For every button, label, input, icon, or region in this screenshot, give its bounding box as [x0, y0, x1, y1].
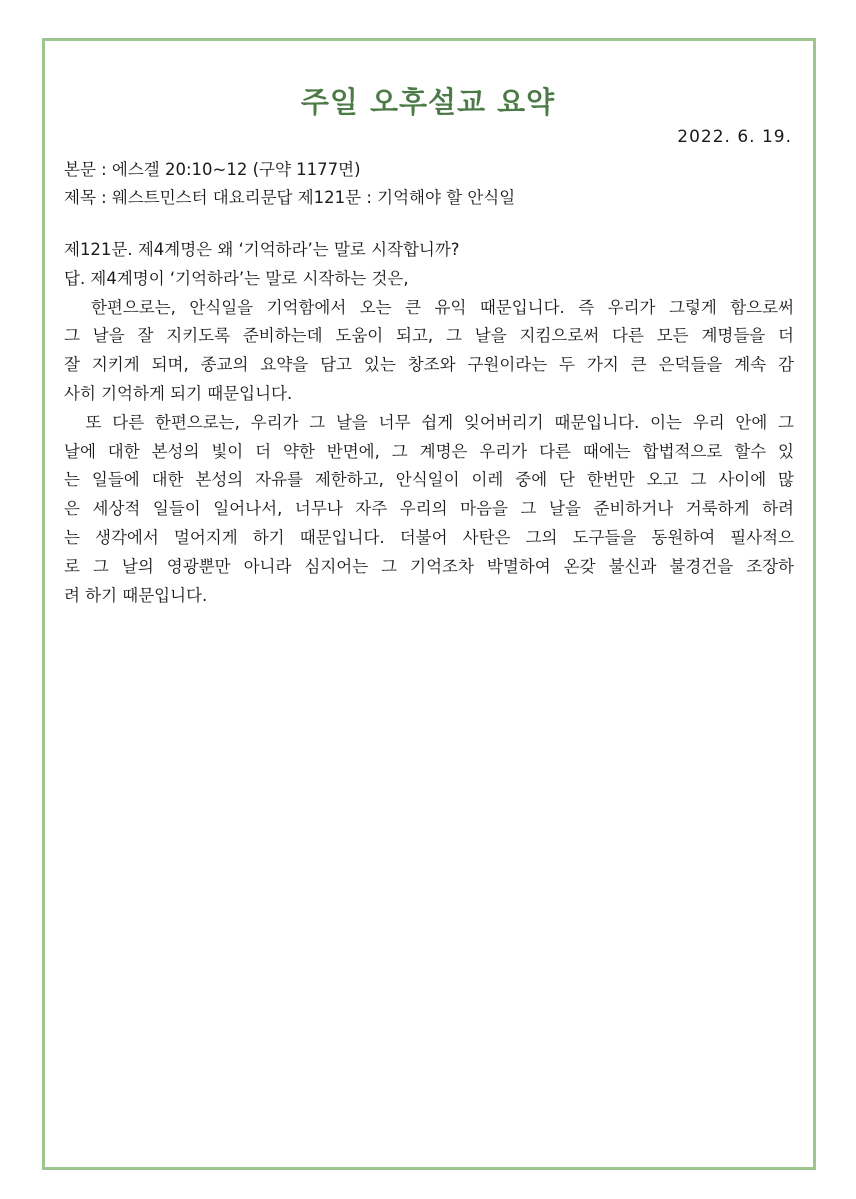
passage-line: 본문 : 에스겔 20:10~12 (구약 1177면) [64, 160, 361, 179]
paragraph-line: 또 다른 한편으로는, 우리가 그 날을 너무 쉽게 잊어버리기 때문입니다. 이는 우리 안에 그 [64, 412, 794, 432]
page-title: 주일 오후설교 요약 [300, 85, 556, 119]
paragraph-line: 는 생각에서 멀어지게 하기 때문입니다. 더불어 사탄은 그의 도구들을 동원하여 필사적으 [64, 527, 794, 547]
paragraph-line: 는 일들에 대한 본성의 자유를 제한하고, 안식일이 이레 중에 단 한번만 오고 그 사이에 많 [64, 470, 794, 490]
paragraph-line: 날에 대한 본성의 빛이 더 약한 반면에, 그 계명은 우리가 다른 때에는 합법적으로 할수 있 [64, 441, 794, 461]
paragraph-line: 잘 지키게 되며, 종교의 요약을 담고 있는 창조와 구원이라는 두 가지 큰 은덕들을 계속 감 [64, 355, 794, 375]
paragraph-line: 은 세상적 일들이 일어나서, 너무나 자주 우리의 마음을 그 날을 준비하거나 거룩하게 하려 [64, 499, 794, 519]
question-line: 제121문. 제4계명은 왜 ‘기억하라’는 말로 시작합니까? [64, 240, 460, 259]
paragraph-line: 한편으로는, 안식일을 기억함에서 오는 큰 유익 때문입니다. 즉 우리가 그렇게 함으로써 [64, 297, 794, 317]
paragraph-line: 사히 기억하게 되기 때문입니다. [64, 383, 293, 403]
subject-line: 제목 : 웨스트민스터 대요리문답 제121문 : 기억해야 할 안식일 [64, 188, 516, 207]
answer-line: 답. 제4계명이 ‘기억하라’는 말로 시작하는 것은, [64, 268, 409, 288]
date-label: 2022. 6. 19. [677, 127, 792, 147]
sermon-body [64, 236, 794, 610]
paragraph-line: 로 그 날의 영광뿐만 아니라 심지어는 그 기억조차 박멸하여 온갖 불신과 불경건을 조장하 [64, 556, 794, 576]
paragraph-line: 려 하기 때문입니다. [64, 585, 208, 605]
paragraph-line: 그 날을 잘 지키도록 준비하는데 도움이 되고, 그 날을 지킴으로써 다른 모든 계명들을 더 [64, 326, 794, 346]
